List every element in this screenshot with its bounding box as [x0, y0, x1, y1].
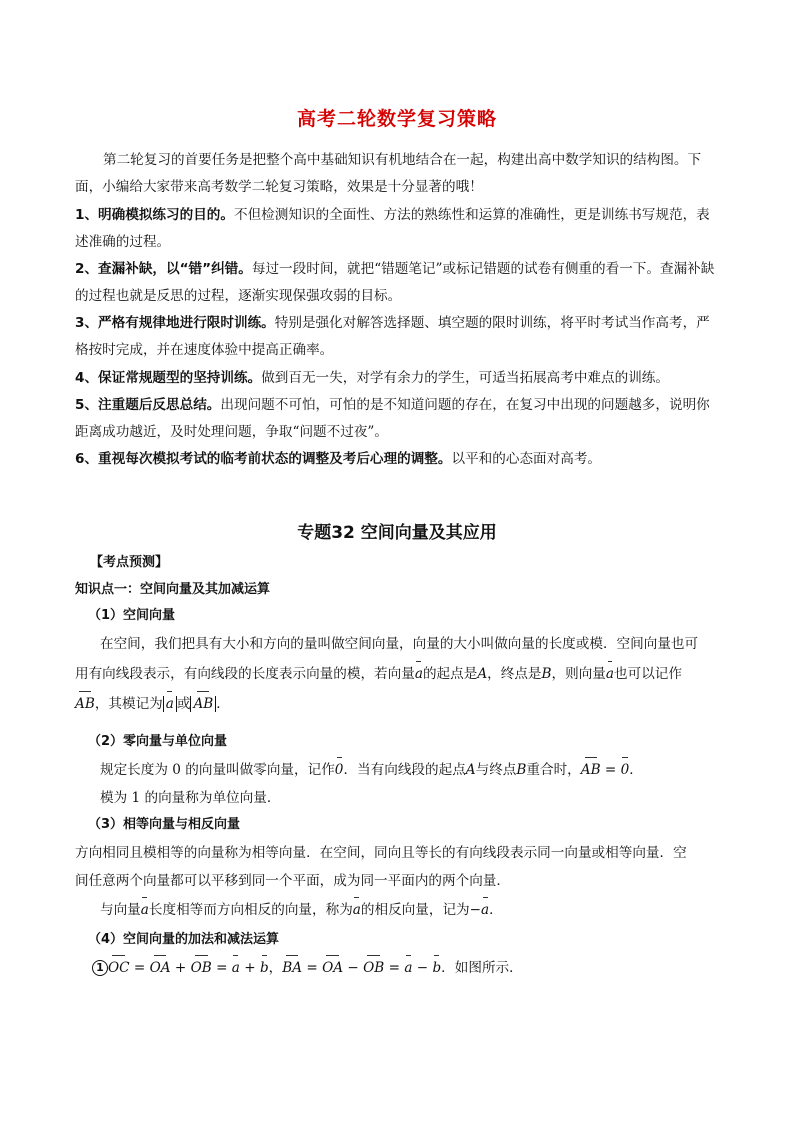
strategy-item-6: [75, 449, 735, 469]
circled-number-1: 1: [92, 960, 108, 976]
topic-heading: 专题32 空间向量及其应用: [297, 523, 497, 543]
point-B: B: [541, 666, 552, 682]
strategy-item-1-text: 不但检测知识的全面性、方法的熟练性和运算的准确性，更是训练书写规范，表: [234, 207, 710, 223]
vector-AB: AB: [75, 696, 95, 712]
strategy-item-5-head: 5、注重题后反思总结。: [75, 397, 221, 413]
section-4-heading: （4）空间向量的加法和减法运算: [88, 932, 280, 947]
intro-line-1: 第二轮复习的首要任务是把整个高中基础知识有机地结合在一起，构建出高中数学知识的结构图。下: [103, 152, 702, 168]
strategy-item-6-text: 以平和的心态面对高考。: [451, 451, 602, 467]
strategy-item-5-text: 出现问题不可怕，可怕的是不知道问题的存在，在复习中出现的问题越多，说明你: [220, 397, 710, 413]
section-3-line-1: 方向相同且模相等的向量称为相等向量．在空间，同向且等长的有向线段表示同一向量或相等向量．空: [75, 845, 687, 861]
section-3-line-3: 与向量a长度相等而方向相反的向量，称为a的相反向量，记为−a．: [100, 902, 503, 918]
section-1-line-2: 用有向线段表示，有向线段的长度表示向量的模，若向量a的起点是A，终点是B，则向量a也可以记作: [75, 666, 682, 682]
strategy-item-5-cont: 距离成功越近，及时处理问题，争取“问题不过夜”。: [75, 424, 388, 440]
strategy-item-1-cont: 述准确的过程。: [75, 234, 171, 250]
strategy-item-1: [75, 205, 735, 225]
modulus-a: a: [163, 696, 177, 712]
strategy-item-4-text: 做到百无一失，对学有余力的学生，可适当拓展高考中难点的训练。: [261, 370, 669, 386]
section-2-line-1: 规定长度为 0 的向量叫做零向量，记作0．当有向线段的起点A与终点B重合时，AB = 0．: [100, 762, 643, 778]
strategy-item-6-head: 6、重视每次模拟考试的临考前状态的调整及考后心理的调整。: [75, 451, 452, 467]
section-3-heading: （3）相等向量与相反向量: [88, 817, 241, 832]
strategy-item-2-cont: 的过程也就是反思的过程，逐渐实现保强攻弱的目标。: [75, 288, 402, 304]
strategy-item-3-cont: 格按时完成，并在速度体验中提高正确率。: [75, 342, 334, 358]
modulus-AB: AB: [190, 696, 216, 712]
section-1-line-3: AB，其模记为 a 或 AB ．: [75, 696, 230, 712]
section-4-formula: 1 OC = OA + OB = a + b，BA = OA − OB = a − b．如图所示．: [92, 958, 752, 978]
strategy-item-4: [75, 368, 735, 388]
section-2-line-2: 模为 1 的向量称为单位向量．: [100, 790, 281, 806]
vector-a: a: [414, 666, 423, 682]
section-1-line-1: 在空间，我们把具有大小和方向的量叫做空间向量，向量的大小叫做向量的长度或模．空间向量也可: [100, 636, 699, 652]
strategy-item-2-text: 每过一段时间，就把“错题笔记”或标记错题的试卷有侧重的看一下。查漏补缺: [251, 261, 715, 277]
strategy-item-3: [75, 313, 735, 333]
page-title: 高考二轮数学复习策略: [296, 108, 497, 130]
strategy-item-1-head: 1、明确模拟练习的目的。: [75, 207, 234, 223]
strategy-item-3-head: 3、严格有规律地进行限时训练。: [75, 315, 275, 331]
strategy-item-2: [75, 259, 735, 279]
strategy-item-3-text: 特别是强化对解答选择题、填空题的限时训练，将平时考试当作高考，严: [274, 315, 710, 331]
strategy-item-5: [75, 395, 735, 415]
forecast-label: 【考点预测】: [90, 555, 169, 570]
knowledge-point-1: 知识点一：空间向量及其加减运算: [75, 582, 271, 597]
section-3-line-2: 间任意两个向量都可以平移到同一个平面，成为同一平面内的两个向量．: [75, 873, 510, 889]
section-1-heading: （1）空间向量: [88, 608, 176, 623]
section-2-heading: （2）零向量与单位向量: [88, 734, 228, 749]
vector-a: a: [605, 666, 615, 682]
intro-line-2: 面，小编给大家带来高考数学二轮复习策略，效果是十分显著的哦！: [75, 179, 483, 195]
point-A: A: [477, 666, 488, 682]
zero-vector: 0: [334, 762, 344, 778]
strategy-item-4-head: 4、保证常规题型的坚持训练。: [75, 370, 262, 386]
strategy-item-2-head: 2、查漏补缺，以“错”纠错。: [75, 261, 252, 277]
